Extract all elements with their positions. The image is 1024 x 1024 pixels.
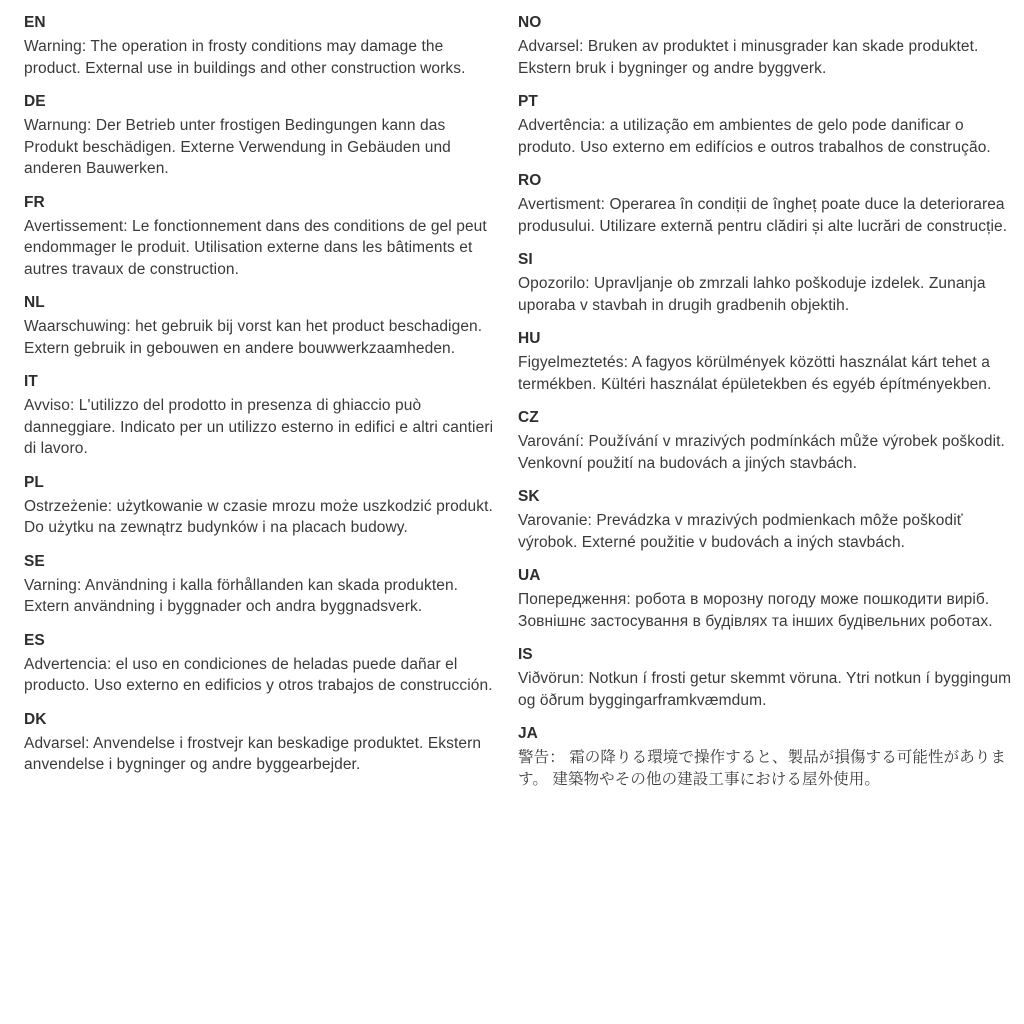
- warning-text: Viðvörun: Notkun í frosti getur skemmt vöruna. Ytri notkun í byggingum og öðrum byggingarframkvæmdum.: [518, 670, 1012, 709]
- warning-text: Advarsel: Anvendelse i frostvejr kan beskadige produktet. Ekstern anvendelse i bygninger og andre byggearbejder.: [24, 734, 482, 773]
- language-code: PL: [24, 473, 44, 491]
- language-code: HU: [518, 330, 541, 347]
- warning-text: Varování: Používání v mrazivých podmínkách může výrobek poškodit. Venkovní použití na budovách a jiných stavbách.: [518, 433, 1005, 472]
- language-section: [24, 630, 502, 697]
- language-section: [518, 12, 1012, 79]
- warning-text: Opozorilo: Upravljanje ob zmrzali lahko poškoduje izdelek. Zunanja uporaba v stavbah in drugih gradbenih objektih.: [518, 275, 986, 314]
- language-code: SE: [24, 552, 45, 570]
- language-code: IT: [24, 373, 38, 390]
- warning-text: Попередження: робота в морозну погоду може пошкодити виріб. Зовнішнє застосування в будівлях та інших будівельних роботах.: [518, 591, 993, 630]
- language-section: [24, 91, 502, 180]
- language-section: [24, 472, 502, 539]
- language-section: [518, 486, 1012, 553]
- language-code: CZ: [518, 409, 539, 426]
- warning-text: Advertencia: el uso en condiciones de heladas puede dañar el producto. Uso externo en edificios y otros trabajos de construcción.: [24, 655, 493, 694]
- language-section: [518, 249, 1012, 316]
- language-code: NO: [518, 14, 542, 31]
- language-section: [518, 170, 1012, 237]
- column-left: [24, 12, 502, 802]
- language-section: [24, 371, 502, 460]
- language-code: FR: [24, 193, 45, 211]
- language-section: [518, 723, 1012, 790]
- warning-text: Varning: Användning i kalla förhållanden kan skada produkten. Extern användning i byggnader och andra byggnadsverk.: [24, 576, 459, 615]
- warning-text: Avertissement: Le fonctionnement dans des conditions de gel peut endommager le produit. Utilisation externe dans les bâtiments et autres travaux de construction.: [24, 217, 487, 278]
- language-section: [24, 192, 502, 281]
- warning-text: Warnung: Der Betrieb unter frostigen Bedingungen kann das Produkt beschädigen. Externe Verwendung in Gebäuden und anderen Bauwerken.: [24, 117, 451, 177]
- warning-text: Figyelmeztetés: A fagyos körülmények közötti használat kárt tehet a termékben. Kültéri használat épületekben és egyéb építményekben.: [518, 354, 992, 393]
- language-section: [518, 328, 1012, 395]
- language-code: IS: [518, 646, 533, 663]
- language-code: JA: [518, 725, 538, 742]
- column-right: [518, 12, 1012, 802]
- language-code: DE: [24, 93, 46, 110]
- language-section: [518, 407, 1012, 474]
- warning-text: Advarsel: Bruken av produktet i minusgrader kan skade produktet. Ekstern bruk i bygninger og andre byggverk.: [518, 38, 979, 77]
- language-code: SK: [518, 488, 540, 505]
- language-code: DK: [24, 710, 47, 728]
- warning-text: Waarschuwing: het gebruik bij vorst kan het product beschadigen. Extern gebruik in gebouwen en andere bouwwerkzaamheden.: [24, 318, 483, 357]
- warning-text: Warning: The operation in frosty conditions may damage the product. External use in buildings and other construction works.: [24, 38, 466, 77]
- language-code: ES: [24, 631, 45, 649]
- warning-text: Ostrzeżenie: użytkowanie w czasie mrozu może uszkodzić produkt. Do użytku na zewnątrz budynków i na placach budowy.: [24, 497, 493, 536]
- warning-text: Varovanie: Prevádzka v mrazivých podmienkach môže poškodiť výrobok. Externé použitie v budovách a iných stavbách.: [518, 512, 963, 551]
- warning-text: Advertência: a utilização em ambientes de gelo pode danificar o produto. Uso externo em edifícios e outros trabalhos de construção.: [518, 117, 991, 156]
- language-code: RO: [518, 172, 542, 189]
- warning-text: 警告： 霜の降りる環境で操作すると、製品が損傷する可能性があります。 建築物やその他の建設工事における屋外使用。: [518, 749, 1007, 788]
- language-code: EN: [24, 14, 46, 31]
- warning-text: Avviso: L'utilizzo del prodotto in presenza di ghiaccio può danneggiare. Indicato per un utilizzo esterno in edifici e altri cantieri di lavoro.: [24, 397, 494, 457]
- language-section: [24, 292, 502, 359]
- language-section: [518, 644, 1012, 711]
- language-section: [518, 565, 1012, 632]
- language-section: [24, 551, 502, 618]
- language-code: NL: [24, 294, 45, 311]
- language-code: SI: [518, 251, 533, 268]
- language-code: PT: [518, 93, 538, 110]
- language-section: [24, 709, 502, 776]
- language-code: UA: [518, 567, 541, 584]
- warning-text: Avertisment: Operarea în condiții de îngheț poate duce la deteriorarea produsului. Utilizare externă pentru clădiri și alte lucrări de construcție.: [518, 196, 1008, 235]
- language-section: [518, 91, 1012, 158]
- language-section: [24, 12, 502, 79]
